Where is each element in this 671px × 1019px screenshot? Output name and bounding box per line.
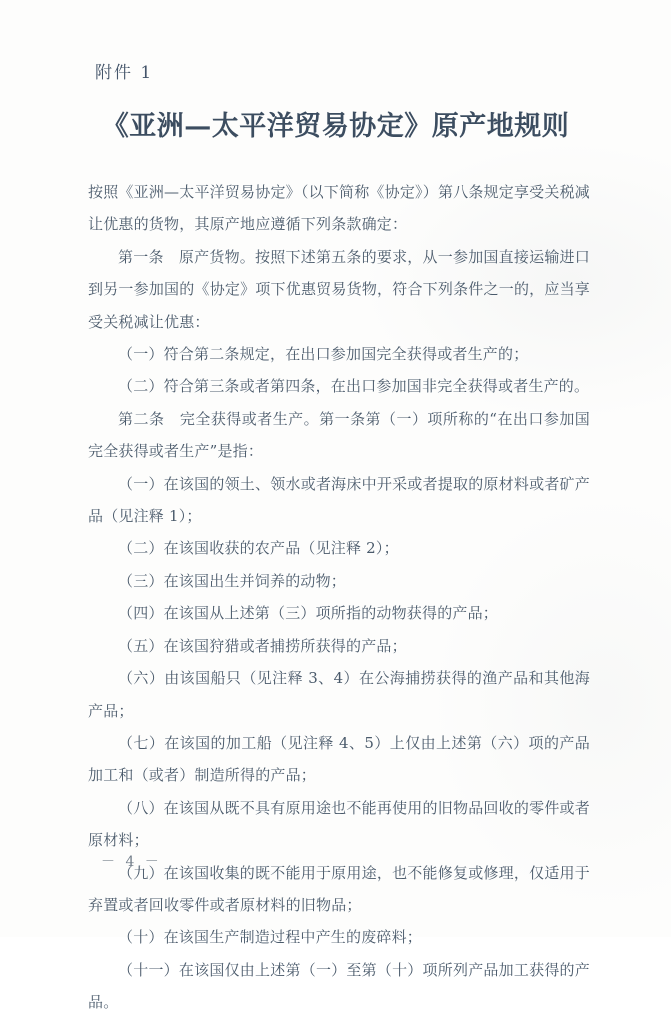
paragraph: 按照《亚洲—太平洋贸易协定》（以下简称《协定》）第八条规定享受关税减让优惠的货物，其原产地应遵循下列条款确定： bbox=[88, 183, 590, 234]
document-body bbox=[88, 176, 590, 1019]
paragraph: （三）在该国出生并饲养的动物； bbox=[118, 571, 347, 590]
paragraph: （一）符合第二条规定，在出口参加国完全获得或者生产的； bbox=[118, 345, 529, 364]
attachment-label: 附件 1 bbox=[95, 63, 154, 83]
paragraph: （八）在该国从既不具有原用途也不能再使用的旧物品回收的零件或者原材料； bbox=[88, 798, 590, 850]
paragraph: （七）在该国的加工船（见注释 4、5）上仅由上述第（六）项的产品加工和（或者）制造所得的产品； bbox=[88, 733, 590, 785]
paragraph: （九）在该国收集的既不能用于原用途，也不能修复或修理，仅适用于弃置或者回收零件或者原材料的旧物品； bbox=[88, 863, 590, 914]
page-number: － 4 － bbox=[101, 854, 162, 870]
paragraph: （五）在该国狩猎或者捕捞所获得的产品； bbox=[118, 636, 407, 655]
paragraph: （二）在该国收获的农产品（见注释 2）； bbox=[118, 539, 399, 558]
paragraph: （一）在该国的领土、领水或者海床中开采或者提取的原材料或者矿产品（见注释 1）； bbox=[88, 474, 590, 526]
paragraph: （二）符合第三条或者第四条，在出口参加国非完全获得或者生产的。 bbox=[118, 377, 590, 396]
paragraph: 第二条 完全获得或者生产。第一条第（一）项所称的“在出口参加国完全获得或者生产”是指： bbox=[88, 409, 590, 461]
document-title: 《亚洲—太平洋贸易协定》原产地规则 bbox=[101, 111, 570, 142]
paragraph: （十一）在该国仅由上述第（一）至第（十）项所列产品加工获得的产品。 bbox=[88, 960, 590, 1012]
paragraph: （十）在该国生产制造过程中产生的废碎料； bbox=[118, 928, 423, 947]
paragraph: （六）由该国船只（见注释 3、4）在公海捕捞获得的渔产品和其他海产品； bbox=[88, 669, 590, 720]
paragraph: 第一条 原产货物。按照下述第五条的要求，从一参加国直接运输进口到另一参加国的《协定》项下优惠贸易货物，符合下列条件之一的，应当享受关税减让优惠： bbox=[88, 247, 590, 331]
paragraph: （四）在该国从上述第（三）项所指的动物获得的产品； bbox=[118, 604, 499, 623]
